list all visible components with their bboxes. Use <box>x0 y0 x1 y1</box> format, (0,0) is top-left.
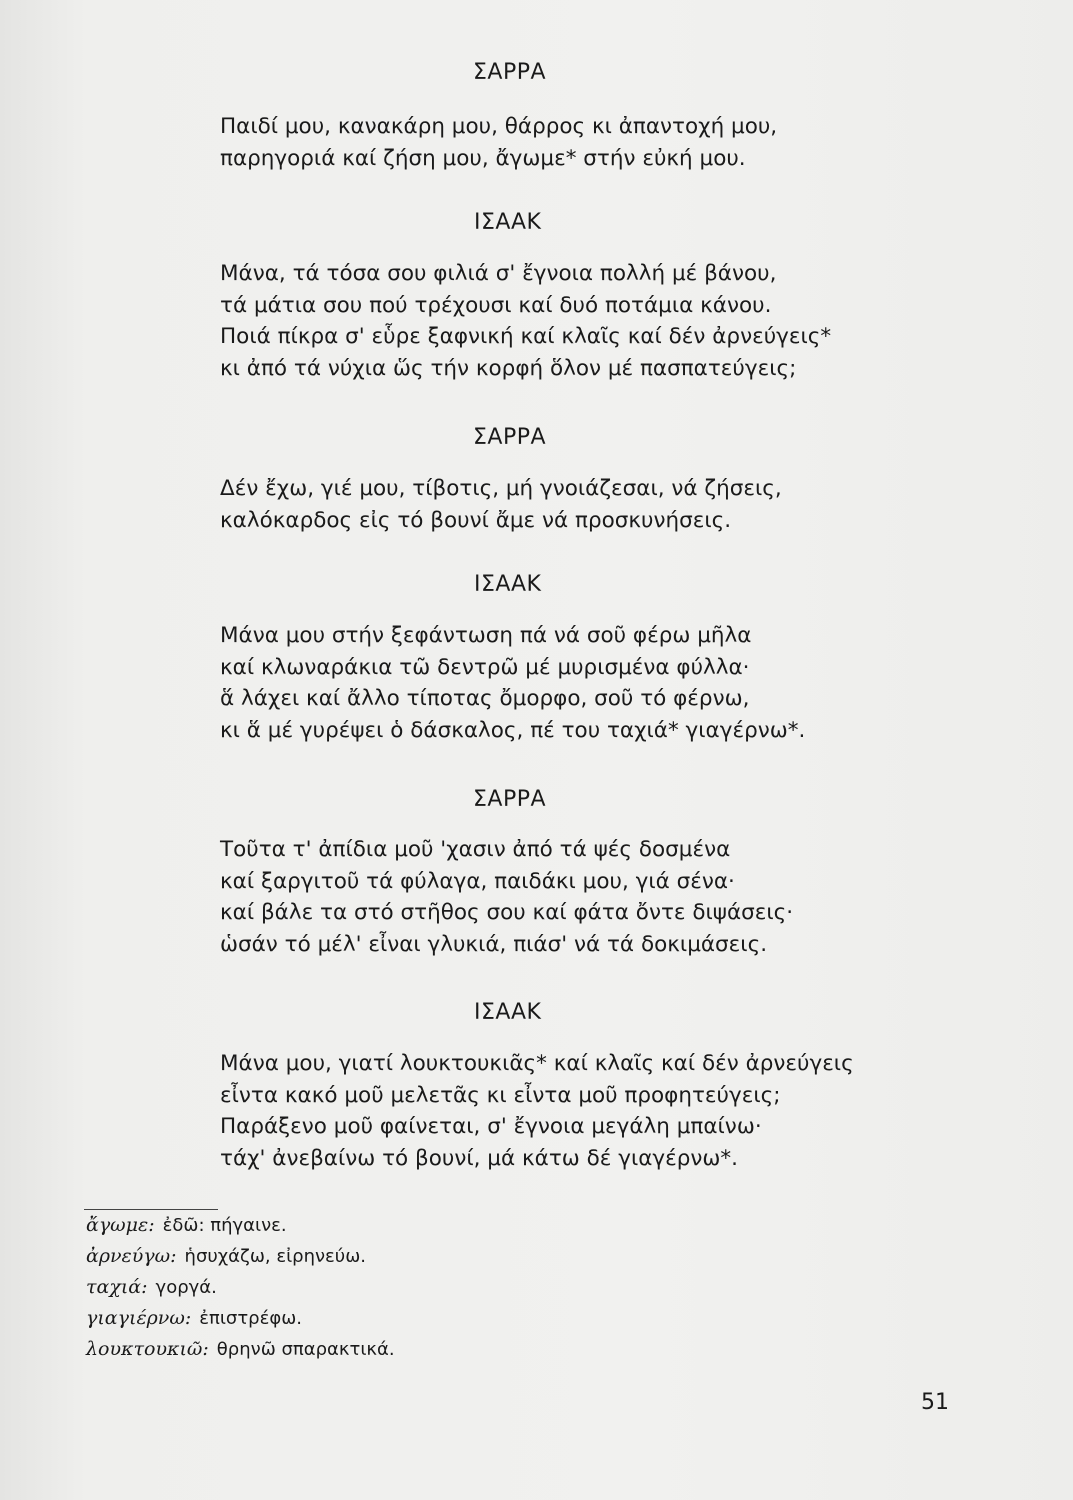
verse-line: καλόκαρδος εἰς τό βουνί ἄμε νά προσκυνήσεις. <box>220 507 732 533</box>
verse-line: τάχ' ἀνεβαίνω τό βουνί, μά κάτω δέ γιαγέρνω*. <box>220 1145 738 1171</box>
speaker-heading: ΣΑΡΡΑ <box>473 787 547 812</box>
glossary-entry <box>86 1272 395 1303</box>
glossary-definition: ἡσυχάζω, εἰρηνεύω. <box>184 1246 366 1267</box>
glossary-term: γιαγιέρνω: <box>86 1307 192 1329</box>
glossary-definition: γοργά. <box>155 1277 217 1298</box>
glossary <box>86 1210 395 1365</box>
verse-line: Παράξενο μοῦ φαίνεται, σ' ἔγνοια μεγάλη μπαίνω· <box>220 1114 762 1139</box>
verse-line: κι ἅ μέ γυρέψει ὁ δάσκαλος, πέ του ταχιά* γιαγέρνω*. <box>220 717 806 743</box>
glossary-term: ἄγωμε: <box>86 1214 155 1236</box>
verse-line: κι ἀπό τά νύχια ὥς τήν κορφή ὅλον μέ πασπατεύγεις; <box>220 355 797 381</box>
glossary-term: ταχιά: <box>86 1276 148 1298</box>
glossary-definition: θρηνῶ σπαρακτικά. <box>216 1339 395 1360</box>
speaker-heading: ΙΣΑΑΚ <box>474 210 542 235</box>
verse-line: Μάνα μου στήν ξεφάντωση πά νά σοῦ φέρω μῆλα <box>220 623 752 648</box>
speaker-heading: ΣΑΡΡΑ <box>473 60 547 85</box>
verse-line: ὡσάν τό μέλ' εἶναι γλυκιά, πιάσ' νά τά δοκιμάσεις. <box>220 931 768 957</box>
glossary-definition: ἐδῶ: πήγαινε. <box>162 1215 287 1236</box>
speaker-heading: ΙΣΑΑΚ <box>474 572 542 597</box>
verse-line: ἅ λάχει καί ἄλλο τίποτας ὄμορφο, σοῦ τό φέρνω, <box>220 686 750 711</box>
verse-line: Παιδί μου, κανακάρη μου, θάρρος κι ἀπαντοχή μου, <box>220 114 778 139</box>
verse-stanza <box>220 111 777 174</box>
verse-line: καί κλωναράκια τῶ δεντρῶ μέ μυρισμένα φύλλα· <box>220 654 750 680</box>
speaker-heading: ΣΑΡΡΑ <box>473 425 547 450</box>
verse-stanza <box>220 258 831 384</box>
verse-stanza <box>220 834 793 960</box>
verse-line: τά μάτια σου πού τρέχουσι καί δυό ποτάμια κάνου. <box>220 292 772 318</box>
verse-line: καί βάλε τα στό στῆθος σου καί φάτα ὄντε διψάσεις· <box>220 900 794 925</box>
glossary-entry <box>86 1210 395 1241</box>
glossary-definition: ἐπιστρέφω. <box>199 1308 302 1329</box>
speaker-heading: ΙΣΑΑΚ <box>474 1000 542 1025</box>
glossary-term: λουκτουκιῶ: <box>86 1338 209 1360</box>
verse-line: Τοῦτα τ' ἀπίδια μοῦ 'χασιν ἀπό τά ψές δοσμένα <box>220 837 731 862</box>
verse-line: καί ξαργιτοῦ τά φύλαγα, παιδάκι μου, γιά σένα· <box>220 868 735 894</box>
verse-stanza <box>220 473 782 536</box>
glossary-entry <box>86 1241 395 1272</box>
verse-line: εἶντα κακό μοῦ μελετᾶς κι εἶντα μοῦ προφητεύγεις; <box>220 1082 781 1108</box>
verse-line: παρηγοριά καί ζήση μου, ἄγωμε* στήν εὐκή μου. <box>220 145 746 171</box>
verse-line: Μάνα μου, γιατί λουκτουκιᾶς* καί κλαῖς καί δέν ἀρνεύγεις <box>220 1051 854 1076</box>
verse-stanza <box>220 620 805 746</box>
page-number: 51 <box>921 1390 949 1415</box>
verse-stanza <box>220 1048 854 1174</box>
verse-line: Μάνα, τά τόσα σου φιλιά σ' ἔγνοια πολλή μέ βάνου, <box>220 261 777 286</box>
glossary-entry <box>86 1334 395 1365</box>
verse-line: Ποιά πίκρα σ' εὗρε ξαφνική καί κλαῖς καί δέν ἀρνεύγεις* <box>220 324 832 349</box>
glossary-term: ἀρνεύγω: <box>86 1245 177 1267</box>
glossary-entry <box>86 1303 395 1334</box>
verse-line: Δέν ἔχω, γιέ μου, τίβοτις, μή γνοιάζεσαι, νά ζήσεις, <box>220 476 782 501</box>
